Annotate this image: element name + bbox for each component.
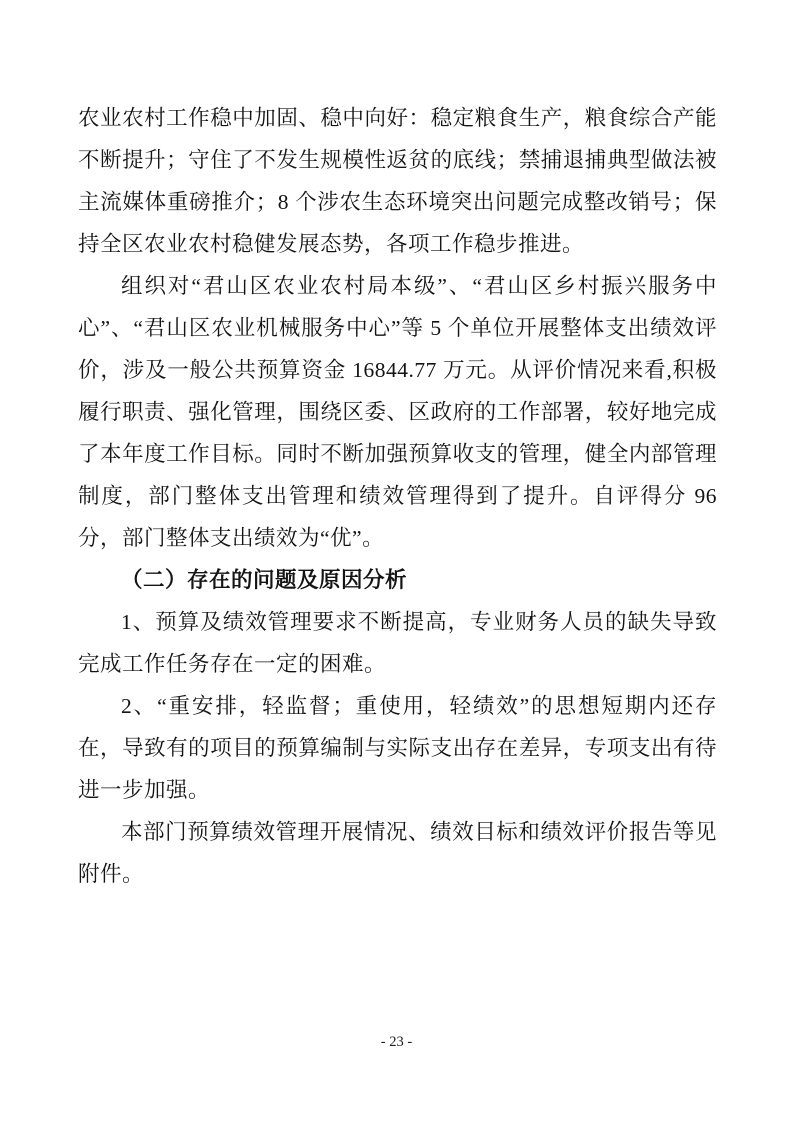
body-paragraph-continued: 农业农村工作稳中加固、稳中向好：稳定粮食生产，粮食综合产能不断提升；守住了不发生规模性返贫的底线；禁捕退捕典型做法被主流媒体重磅推介；8 个涉农生态环境突出问题完成整改销号；保持全区农业农村稳健发展态势，各项工作稳步推进。 xyxy=(78,106,717,256)
page-footer xyxy=(0,1032,793,1052)
page-number: - 23 - xyxy=(380,1034,413,1050)
numbered-item-1: 1、预算及绩效管理要求不断提高，专业财务人员的缺失导致完成工作任务存在一定的困难。 xyxy=(78,610,717,676)
document-body xyxy=(78,97,717,895)
numbered-item-2: 2、“重安排，轻监督；重使用，轻绩效”的思想短期内还存在，导致有的项目的预算编制与实际支出存在差异，专项支出有待进一步加强。 xyxy=(78,694,717,802)
closing-paragraph: 本部门预算绩效管理开展情况、绩效目标和绩效评价报告等见附件。 xyxy=(78,820,717,886)
section-heading: （二）存在的问题及原因分析 xyxy=(121,568,408,592)
body-paragraph-evaluation: 组织对“君山区农业农村局本级”、“君山区乡村振兴服务中心”、“君山区农业机械服务中心”等 5 个单位开展整体支出绩效评价，涉及一般公共预算资金 16844.77 万元。从评价情况来看,积极履行职责、强化管理，围绕区委、区政府的工作部署，较好地完成了本年度工作目标。同时不断加强预算收支的管理，健全内部管理制度，部门整体支出管理和绩效管理得到了提升。自评得分 96 分，部门整体支出绩效为“优”。 xyxy=(78,274,717,550)
